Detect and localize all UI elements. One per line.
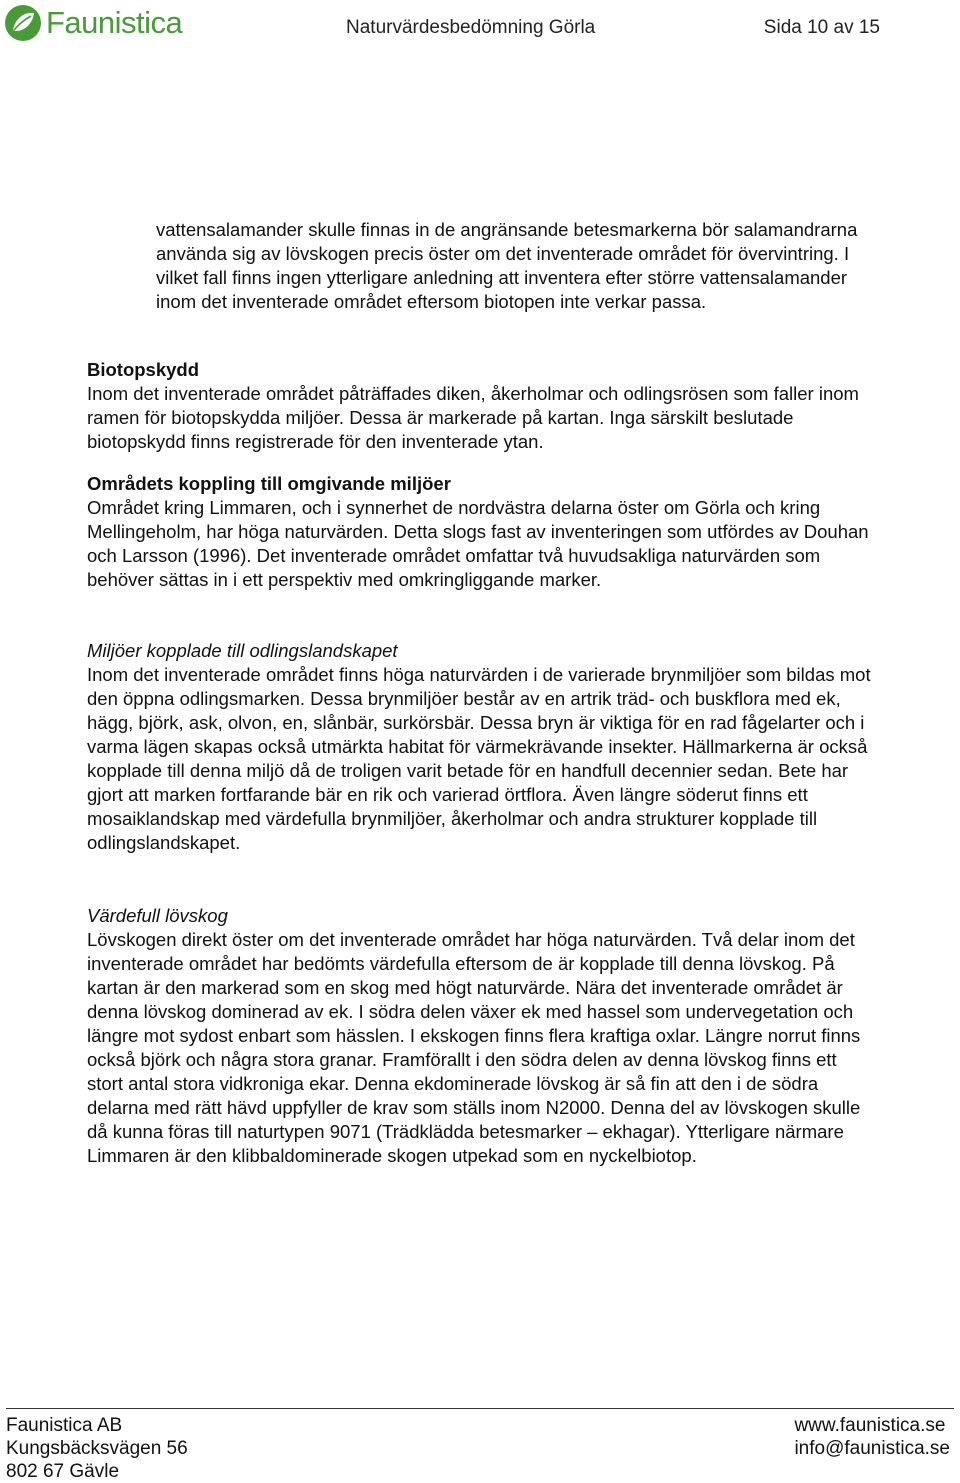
section-miljoer-odlingslandskapet	[87, 639, 877, 855]
logo-wordmark: Faunistica	[46, 5, 183, 40]
footer-website-link[interactable]: www.faunistica.se	[794, 1415, 946, 1436]
footer-street: Kungsbäcksvägen 56	[6, 1438, 188, 1459]
footer-company: Faunistica AB	[6, 1415, 123, 1436]
footer-divider	[6, 1408, 954, 1409]
footer-contact	[794, 1414, 950, 1460]
section-text: Inom det inventerade området påträffades diken, åkerholmar och odlingsrösen som faller inom ramen för biotopskydda miljöer. Dessa är markerade på kartan. Inga särskilt beslutade biotopskydd finns registrerade för den inventerade ytan.	[87, 383, 859, 452]
section-omradets-koppling	[87, 472, 877, 592]
section-text: Inom det inventerade området finns höga naturvärden i de varierade brynmiljöer som bildas mot den öppna odlingsmarken. Dessa brynmiljöer består av en artrik träd- och buskflora med ek, hägg, björk, ask, olvon, en, slånbär, surkörsbär. Dessa bryn är viktiga för en rad fågelarter och i varma lägen skapas också utmärkta habitat för värmekrävande insekter. Hällmarkerna är också kopplade till denna miljö då de troligen varit betade för en handfull decennier sedan. Bete har gjort att marken fortfarande bär en rik och varierad örtflora. Även längre söderut finns ett mosaiklandskap med värdefulla brynmiljöer, åkerholmar och andra strukturer kopplade till odlingslandskapet.	[87, 664, 871, 853]
section-text: Området kring Limmaren, och i synnerhet de nordvästra delarna öster om Görla och kring Mellingeholm, har höga naturvärden. Detta slogs fast av inventeringen som utfördes av Douhan och Larsson (1996). Det inventerade området omfattar två huvudsakliga naturvärden som behöver sättas in i ett perspektiv med omkringliggande marker.	[87, 497, 869, 590]
document-title: Naturvärdesbedömning Görla	[346, 17, 596, 38]
faunistica-logo	[4, 4, 182, 42]
page-header	[0, 0, 960, 60]
footer-email-link[interactable]: info@faunistica.se	[794, 1438, 950, 1459]
leaf-logo-icon	[4, 4, 42, 42]
footer-address	[6, 1414, 188, 1483]
section-heading: Värdefull lövskog	[87, 905, 228, 926]
section-heading: Biotopskydd	[87, 359, 200, 380]
section-biotopskydd	[87, 358, 877, 454]
footer-city: 802 67 Gävle	[6, 1461, 120, 1482]
section-heading: Miljöer kopplade till odlingslandskapet	[87, 640, 398, 661]
section-heading: Områdets koppling till omgivande miljöer	[87, 473, 451, 494]
section-vardefull-lovskog	[87, 904, 877, 1168]
section-text: Lövskogen direkt öster om det inventerade området har höga naturvärden. Två delar inom det inventerade området har bedömts värdefulla eftersom de är kopplade till denna lövskog. På kartan är den markerad som en skog med högt naturvärde. Nära det inventerade området är denna lövskog dominerad av ek. I södra delen växer ek med hassel som undervegetation och längre mot sydost enbart som hässlen. I ekskogen finns flera kraftiga oxlar. Längre norrut finns också björk och några stora granar. Framförallt i den södra delen av denna lövskog finns ett stort antal stora vidkroniga ekar. Denna ekdominerade lövskog är så fin att den i de södra delarna med rätt hävd uppfyller de krav som ställs inom N2000. Denna del av lövskogen skulle då kunna föras till naturtypen 9071 (Trädklädda betesmarker – ekhagar). Ytterligare närmare Limmaren är den klibbaldominerade skogen utpekad som en nyckelbiotop.	[87, 929, 861, 1166]
page-number: Sida 10 av 15	[763, 17, 880, 38]
intro-paragraph: vattensalamander skulle finnas in de angränsande betesmarkerna bör salamandrarna använda sig av lövskogen precis öster om det inventerade området för övervintring. I vilket fall finns ingen ytterligare anledning att inventera efter större vattensalamander inom det inventerade området eftersom biotopen inte verkar passa.	[156, 219, 858, 312]
